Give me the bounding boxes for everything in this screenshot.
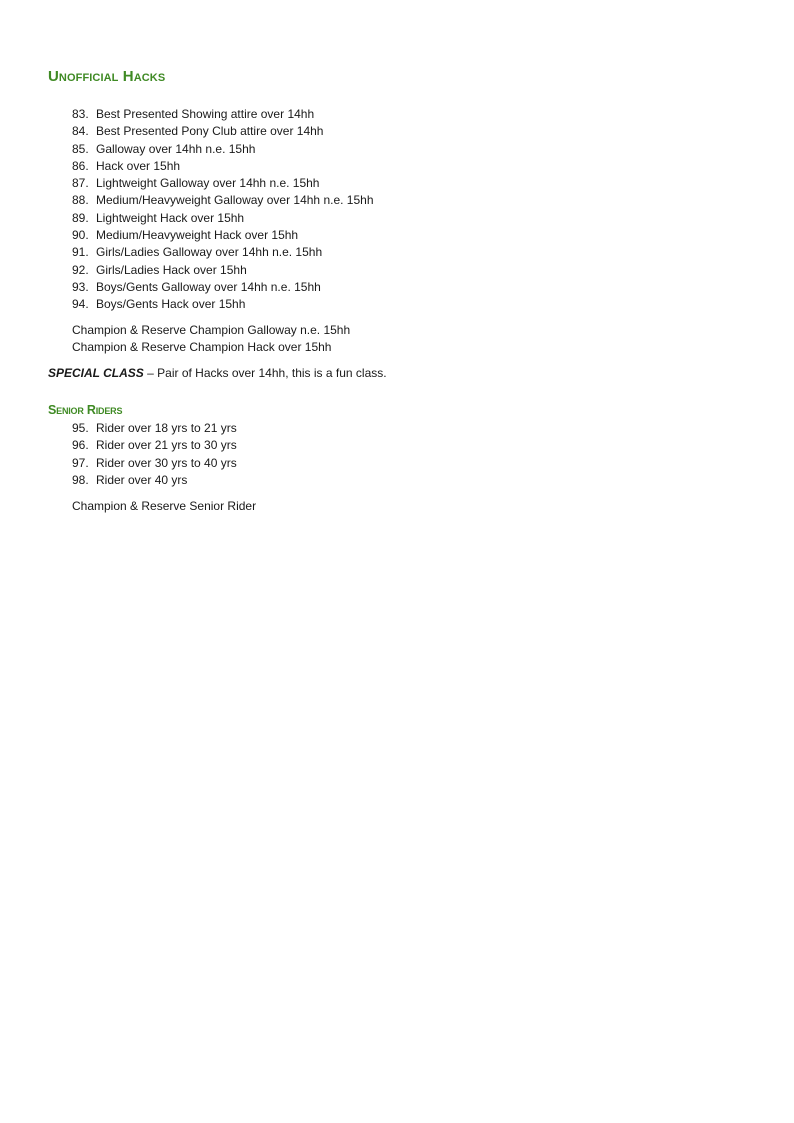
- class-item: [72, 279, 374, 296]
- class-item: [72, 123, 374, 140]
- class-number: 83.: [72, 107, 89, 121]
- unofficial-hacks-champions: [72, 322, 350, 357]
- class-number: 96.: [72, 438, 89, 453]
- class-number: 88.: [72, 193, 89, 208]
- class-name: Girls/Ladies Galloway over 14hh n.e. 15hh: [96, 245, 323, 260]
- class-item: [72, 192, 374, 209]
- class-number: 94.: [72, 297, 89, 312]
- class-number: 95.: [72, 421, 89, 435]
- class-name: Rider over 21 yrs to 30 yrs: [96, 438, 237, 453]
- class-name: Boys/Gents Hack over 15hh: [96, 297, 246, 312]
- class-name: Medium/Heavyweight Galloway over 14hh n.e. 15hh: [96, 193, 374, 208]
- class-item: [72, 106, 374, 123]
- class-name: Best Presented Showing attire over 14hh: [96, 107, 315, 121]
- class-name: Rider over 40 yrs: [96, 472, 188, 487]
- class-item: [72, 210, 374, 227]
- class-name: Boys/Gents Galloway over 14hh n.e. 15hh: [96, 279, 321, 294]
- class-number: 90.: [72, 228, 89, 243]
- section-title-senior-riders: Senior Riders: [48, 403, 123, 417]
- class-item: [72, 296, 374, 313]
- class-item: [72, 455, 237, 472]
- class-item: [72, 262, 374, 279]
- special-class-label: SPECIAL CLASS: [48, 366, 144, 380]
- champion-line: Champion & Reserve Senior Rider: [72, 499, 257, 513]
- class-name: Lightweight Hack over 15hh: [96, 210, 245, 225]
- class-item: [72, 141, 374, 158]
- special-class-note: [48, 365, 387, 382]
- class-item: [72, 437, 237, 454]
- class-number: 92.: [72, 262, 89, 277]
- class-number: 93.: [72, 279, 89, 294]
- class-number: 91.: [72, 245, 89, 260]
- senior-riders-class-list: [72, 420, 237, 489]
- class-item: [72, 420, 237, 437]
- senior-riders-champions: [72, 498, 256, 515]
- class-name: Hack over 15hh: [96, 158, 181, 173]
- champion-line: Champion & Reserve Champion Hack over 15hh: [72, 340, 332, 355]
- class-item: [72, 158, 374, 175]
- class-name: Medium/Heavyweight Hack over 15hh: [96, 228, 299, 243]
- class-number: 87.: [72, 176, 89, 191]
- class-item: [72, 472, 237, 489]
- champion-line: Champion & Reserve Champion Galloway n.e. 15hh: [72, 323, 351, 337]
- class-number: 85.: [72, 141, 89, 156]
- section-title-unofficial-hacks: Unofficial Hacks: [48, 68, 166, 85]
- class-number: 89.: [72, 210, 89, 225]
- class-item: [72, 175, 374, 192]
- class-name: Lightweight Galloway over 14hh n.e. 15hh: [96, 176, 320, 191]
- class-item: [72, 244, 374, 261]
- class-number: 97.: [72, 455, 89, 470]
- class-name: Rider over 30 yrs to 40 yrs: [96, 455, 237, 470]
- class-name: Best Presented Pony Club attire over 14hh: [96, 124, 324, 139]
- class-name: Rider over 18 yrs to 21 yrs: [96, 421, 237, 435]
- special-class-text: – Pair of Hacks over 14hh, this is a fun class.: [143, 366, 387, 380]
- class-number: 84.: [72, 124, 89, 139]
- class-number: 98.: [72, 472, 89, 487]
- class-name: Galloway over 14hh n.e. 15hh: [96, 141, 256, 156]
- class-number: 86.: [72, 158, 89, 173]
- class-name: Girls/Ladies Hack over 15hh: [96, 262, 247, 277]
- class-item: [72, 227, 374, 244]
- unofficial-hacks-class-list: [72, 106, 374, 314]
